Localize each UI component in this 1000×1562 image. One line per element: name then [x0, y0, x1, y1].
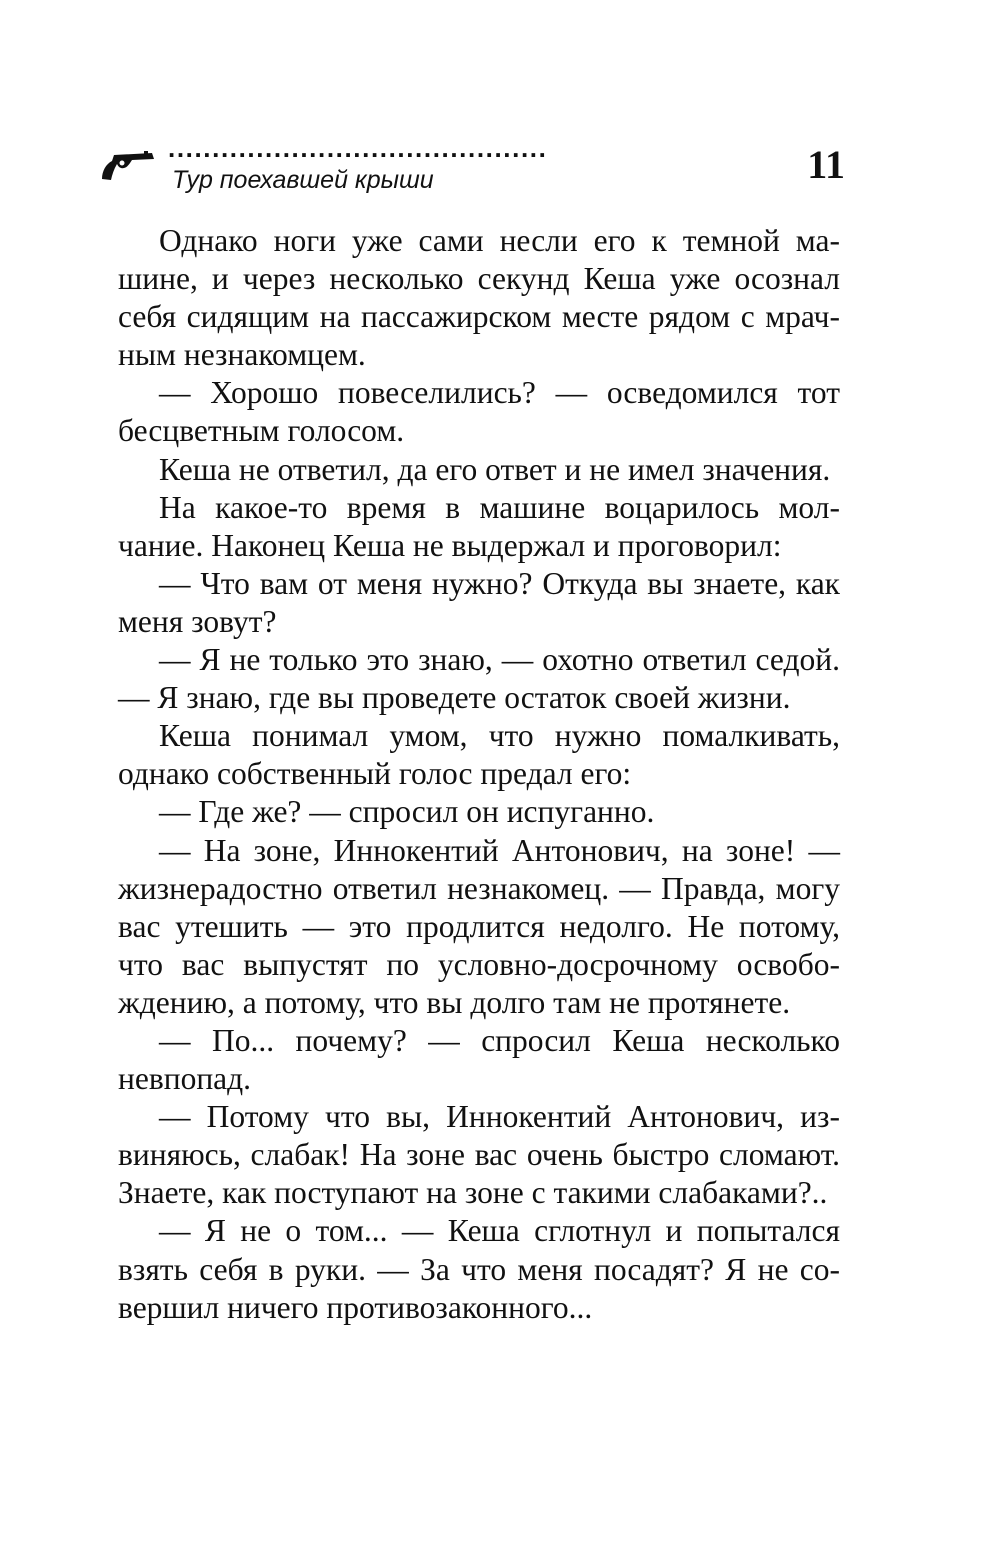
running-header	[100, 135, 845, 215]
book-title: Тур поехавшей крыши	[172, 166, 434, 194]
paragraph: — Я не о том... — Кеша сглотнул и попытался взять себя в руки. — За что меня посадят? Я не совершил ничего противозаконного...	[118, 1213, 840, 1325]
paragraph: — Я не только это знаю, — охотно ответил седой. — Я знаю, где вы проведете остаток своей жизни.	[118, 642, 840, 716]
paragraph: — Что вам от меня нужно? Откуда вы знаете, как меня зовут?	[118, 565, 840, 639]
paragraph: — На зоне, Иннокентий Антонович, на зоне! — жизнерадостно ответил незнакомец. — Правда, могу вас утешить — это продлится недолго. Не потому, что вас выпустят по условно-досрочному освобождению, а потому, что вы долго там не протянете.	[118, 832, 840, 1020]
paragraph: — По... почему? — спросил Кеша несколько невпопад.	[118, 1022, 840, 1097]
revolver-icon	[100, 149, 156, 183]
paragraph: Кеша не ответил, да его ответ и не имел значения.	[159, 451, 831, 487]
paragraph: На какое-то время в машине воцарилось молчание. Наконец Кеша не выдержал и проговорил:	[118, 489, 840, 563]
body-text	[118, 222, 840, 1327]
paragraph: Кеша понимал умом, что нужно помалкивать, однако собственный голос предал его:	[118, 718, 840, 792]
page-number: 11	[807, 142, 845, 187]
paragraph: — Где же? — спросил он испуганно.	[159, 794, 655, 830]
paragraph: Однако ноги уже сами несли его к темной машине, и через несколько секунд Кеша уже осознал себя сидящим на пассажирском месте рядом с мрачным незнакомцем.	[118, 223, 840, 373]
dotted-rule: ...........................................	[168, 135, 548, 161]
paragraph: — Хорошо повеселились? — осведомился тот бесцветным голосом.	[118, 375, 840, 449]
paragraph: — Потому что вы, Иннокентий Антонович, извиняюсь, слабак! На зоне вас очень быстро сломают. Знаете, как поступают на зоне с такими слабаками?..	[118, 1099, 840, 1211]
